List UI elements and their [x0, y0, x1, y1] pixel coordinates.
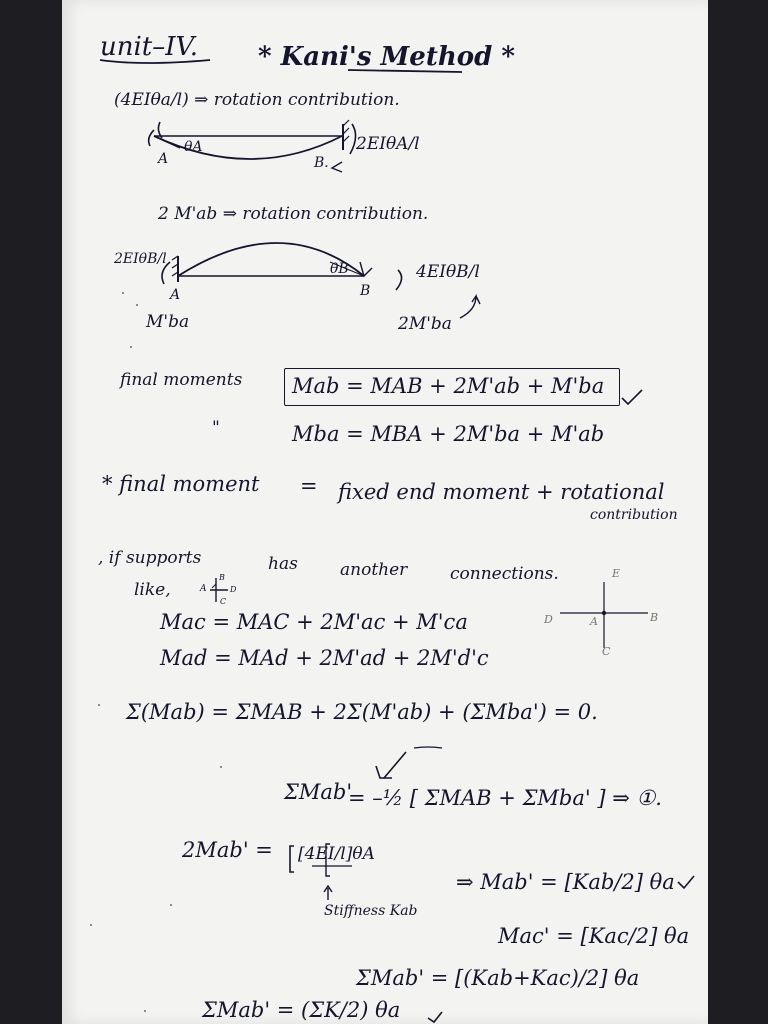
paper-dot [136, 304, 138, 306]
eq-mad: Mad = MAd + 2M'ad + 2M'd'c [160, 646, 489, 670]
rotation-caption: (4EIθa/l) ⇒ rotation contribution. [114, 90, 400, 110]
supports-line-c: another [340, 560, 408, 580]
angle-label-a: θA [184, 139, 203, 155]
final-moments-label: final moments [120, 370, 243, 390]
mba-label-left: M'ba [146, 312, 190, 332]
eq1-lhs: ΣMab' [284, 780, 353, 804]
like-node-a: A [200, 584, 207, 594]
paper-dot [90, 924, 92, 926]
support-a-label-ba: A [170, 287, 181, 303]
paper-dot [144, 1010, 146, 1012]
eq-mac-prime: Mac' = [Kac/2] θa [498, 924, 690, 948]
paper-dot [130, 346, 132, 348]
rule-rhs-line1: fixed end moment + rotational [338, 480, 665, 504]
eq-mab-prime: ⇒ Mab' = [Kab/2] θa [456, 870, 675, 894]
mba-label-right: 2M'ba [398, 314, 452, 334]
paper-dot [220, 766, 222, 768]
cross-diagram [560, 582, 648, 648]
support-a-label: A [158, 151, 169, 167]
cross-label-a: A [590, 615, 598, 628]
notebook-page [62, 0, 708, 1024]
final-eq-mab: Mab = MAB + 2M'ab + M'ba [292, 374, 605, 398]
paper-dot [98, 704, 100, 706]
right-moment-ba: 4EIθB/l [416, 262, 480, 282]
paper-dot [170, 904, 172, 906]
like-node-d: D [230, 585, 237, 594]
eq-sum-mab-prime: ΣMab' = [(Kab+Kac)/2] θa [356, 966, 640, 990]
like-node-c: C [220, 597, 227, 606]
rule-lead: * final moment [102, 472, 260, 496]
stiffness-fraction: [4EI/l]θA [298, 844, 375, 864]
angle-label-b: θB [330, 261, 349, 277]
cross-label-e: E [612, 567, 621, 580]
rule-rhs-line2: contribution [590, 507, 678, 523]
supports-line-b: has [268, 554, 298, 574]
stiffness-note: Stiffness Kab [324, 903, 418, 919]
supports-line-d: connections. [450, 564, 559, 584]
eq1-rhs: = –½ [ ΣMAB + ΣMba' ] ⇒ ①. [348, 786, 662, 810]
ditto-mark: " [212, 418, 220, 438]
like-label: like, [134, 580, 171, 600]
eq-mac: Mac = MAC + 2M'ac + M'ca [160, 610, 468, 634]
note-ab: 2 M'ab ⇒ rotation contribution. [158, 204, 429, 224]
cross-label-d: D [544, 613, 553, 626]
cross-label-c: C [602, 645, 611, 658]
final-eq-mba: Mba = MBA + 2M'ba + M'ab [292, 422, 605, 446]
two-mab-lhs: 2Mab' = [182, 838, 273, 862]
rule-equals: = [300, 474, 318, 498]
left-moment-ba: 2EIθB/l [114, 251, 167, 267]
right-moment-ab: 2EIθA/l [356, 134, 420, 154]
cross-label-b: B [650, 611, 659, 624]
eq-sum-mab: Σ(Mab) = ΣMAB + 2Σ(M'ab) + (ΣMba') = 0. [126, 700, 598, 724]
support-b-label: B. [314, 155, 329, 171]
unit-label: unit–IV. [100, 32, 199, 62]
paper-dot [122, 292, 124, 294]
eq-final: ΣMab' = (ΣK/2) θa [202, 998, 401, 1022]
supports-line-a: , if supports [98, 548, 202, 568]
page-title: * Kani's Method * [258, 42, 515, 72]
like-node-b: B [219, 573, 225, 582]
support-b-label-ba: B [360, 283, 371, 299]
